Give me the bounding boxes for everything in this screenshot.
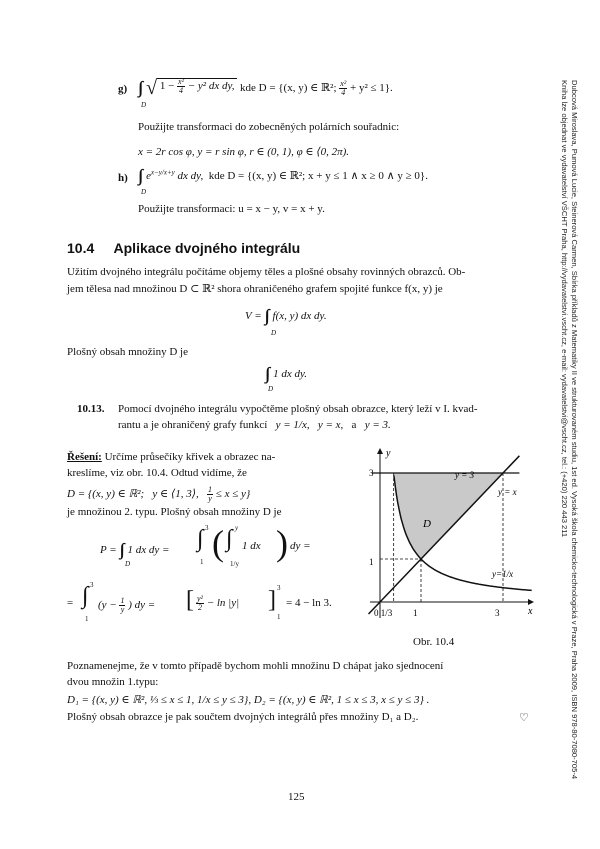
solution-label: Řešení:: [67, 451, 102, 463]
p-second-lower: 1: [85, 615, 89, 623]
p-second-integral: ∫: [82, 583, 89, 609]
p-formula-sub-d: D: [125, 560, 131, 568]
example-text-line2: rantu a je ohraničený grafy funkcí y = 1/x, y = x, a y = 3.: [118, 419, 391, 431]
tick-x-1: 1: [413, 608, 418, 618]
side-citation-line2: Kniha lze objednat ve vydavatelství VŠCHT Praha, http://vydavatelstvi.vscht.cz, e-mail: vydavatelstvi@vscht.cz, tel.: (+420) 220 443 211: [560, 80, 569, 538]
side-citation: [559, 80, 579, 779]
x-axis-arrow: [528, 599, 534, 605]
exercise-h-label: h): [118, 172, 128, 184]
p-second-bracket-close: ]: [268, 587, 276, 613]
solution-line4: je množinou 2. typu. Plošný obsah množiny D je: [67, 506, 282, 518]
label-y-equals-3: y = 3: [455, 470, 475, 480]
tick-y-3: 3: [369, 468, 374, 478]
p-second-eq: =: [67, 597, 74, 609]
closing-line1: Poznamenejme, že v tomto případě bychom mohli množinu D chápat jako sjednocení: [67, 660, 444, 672]
exercise-h-hint: Použijte transformaci: u = x − y, v = x + y.: [138, 203, 325, 215]
p-outer-integral: ∫: [197, 526, 204, 552]
p-inner-integral: ∫: [226, 526, 233, 552]
p-second-body: (y − $\frac{1}{y}$ ) dy =: [98, 596, 156, 614]
solution-line2: kreslíme, viz obr. 10.4. Odtud vidíme, že: [67, 467, 247, 479]
section-number: 10.4: [67, 240, 95, 256]
example-text-line1: Pomocí dvojného integrálu vypočtěme plošný obsah obrazce, který leží v I. kvad-: [118, 403, 478, 415]
exercise-g-label: g): [118, 83, 128, 95]
closing-line3: D₁ = {(x, y) ∈ ℝ², ⅓ ≤ x ≤ 1, 1/x ≤ y ≤ 3}, D₂ = {(x, y) ∈ ℝ², 1 ≤ x ≤ 3, x ≤ y ≤ 3} .: [67, 694, 430, 706]
exercise-g-hint: Použijte transformaci do zobecněných polárních souřadnic:: [138, 121, 400, 133]
y-axis-label: y: [386, 448, 391, 459]
exercise-g-domain-tail: + y² ≤ 1}.: [349, 82, 393, 94]
example-number: 10.13.: [77, 403, 105, 415]
volume-formula: V = ∫∫ f(x, y) dx dy.: [245, 306, 327, 325]
page-number: 125: [288, 791, 305, 803]
exercise-g-domain: kde D = {(x, y) ∈ ℝ²;: [240, 82, 337, 94]
end-mark: ♡: [519, 712, 529, 724]
p-inner-integrand: 1 dx: [242, 540, 261, 552]
p-second-bracket-up: 3: [277, 584, 281, 592]
p-second-upper: 3: [90, 581, 94, 589]
x-axis-label: x: [528, 606, 533, 617]
p-inner-upper: y: [235, 524, 239, 532]
exercise-g-integrand-pre: 1 −: [159, 80, 175, 92]
p-outer-upper: 3: [205, 524, 209, 532]
intro-line1: Užitím dvojného integrálu počítáme objemy těles a plošné obsahy rovinných obrazců. Ob-: [67, 266, 466, 278]
p-second-bracket-low: 1: [277, 613, 281, 621]
figure-caption: Obr. 10.4: [413, 636, 455, 648]
exercise-g-sub-d: D: [141, 101, 147, 109]
section-title: Aplikace dvojného integrálu: [113, 240, 301, 256]
p-inner-lower: 1/y: [230, 560, 239, 568]
p-second-bracket-open: [: [186, 587, 194, 613]
exercise-h-domain: kde D = {(x, y) ∈ ℝ²; x + y ≤ 1 ∧ x ≥ 0 ∧ y ≥ 0}.: [208, 170, 428, 182]
exercise-g-transform: x = 2r cos φ, y = r sin φ, r ∈ (0, 1), φ ∈ ⟨0, 2π).: [138, 146, 350, 158]
p-formula-end: dy =: [290, 540, 311, 552]
label-region-d: D: [423, 518, 431, 530]
region-d: [394, 473, 503, 559]
p-second-antiderivative: $\frac{\text{y²}}{2}$ − ln |y|: [197, 594, 240, 612]
p-left-paren: (: [212, 523, 224, 563]
intro-line2: jem tělesa nad množinou D ⊂ ℝ² shora ohraničeného grafem spojité funkce f(x, y) je: [67, 283, 443, 295]
solution-line1: Řešení: Určíme průsečíky křivek a obrazec na-: [67, 451, 276, 463]
area-formula: ∫∫ 1 dx dy.: [265, 364, 307, 383]
area-sub-d: D: [268, 385, 274, 393]
tick-y-1: 1: [369, 557, 374, 567]
closing-line4: Plošný obsah obrazce je pak součtem dvojných integrálů přes množiny D₁ a D₂.: [67, 711, 419, 723]
volume-sub-d: D: [271, 329, 277, 337]
p-formula-line1: P = ∫∫ 1 dx dy =: [100, 540, 170, 559]
label-y-equals-x: y = x: [498, 487, 517, 497]
p-outer-lower: 1: [200, 558, 204, 566]
label-hyperbola: y=1/x: [492, 569, 514, 579]
section-heading: [67, 240, 300, 256]
tick-x-3: 3: [495, 608, 500, 618]
exercise-h-sub-d: D: [141, 188, 147, 196]
exercise-h-formula: ∫∫ $e^{x-y/x+y}$ dx dy, kde D = {(x, y) ∈ ℝ²; x + y ≤ 1 ∧ x ≥ 0 ∧ y ≥ 0}.: [138, 166, 428, 185]
side-citation-line1: Dubcová Miroslava, Pumová Lucie, Steinerová Carmen, Sbírka příkladů z Matematiky II ve strukturovaném studiu, 1st ed. Vysoká škola chemicko-technologická v Praze, Praha 2009, ISBN 978-80-7080-705-4: [570, 80, 579, 780]
p-right-paren: ): [276, 523, 288, 563]
exercise-g-formula: ∫∫ √ 1 − $\frac{\text{x²}}{4}$ − y² dx dy, kde D = {(x, y) ∈ ℝ²; $\frac{\text{x²}}{4}$ + y² ≤ 1}.: [138, 76, 393, 99]
solution-line3: D = {(x, y) ∈ ℝ²; y ∈ ⟨1, 3⟩, $\frac{1}{y}$ ≤ x ≤ y}: [67, 485, 251, 503]
figure-10-4: [350, 440, 540, 630]
exercise-g-integrand-post: − y² dx dy,: [187, 80, 235, 92]
closing-line2: dvou množin 1.typu:: [67, 676, 159, 688]
p-second-result: = 4 − ln 3.: [286, 597, 332, 609]
y-axis-arrow: [377, 448, 383, 454]
area-intro: Plošný obsah množiny D je: [67, 346, 188, 358]
tick-x-one-third: 0 1/3: [374, 608, 393, 618]
